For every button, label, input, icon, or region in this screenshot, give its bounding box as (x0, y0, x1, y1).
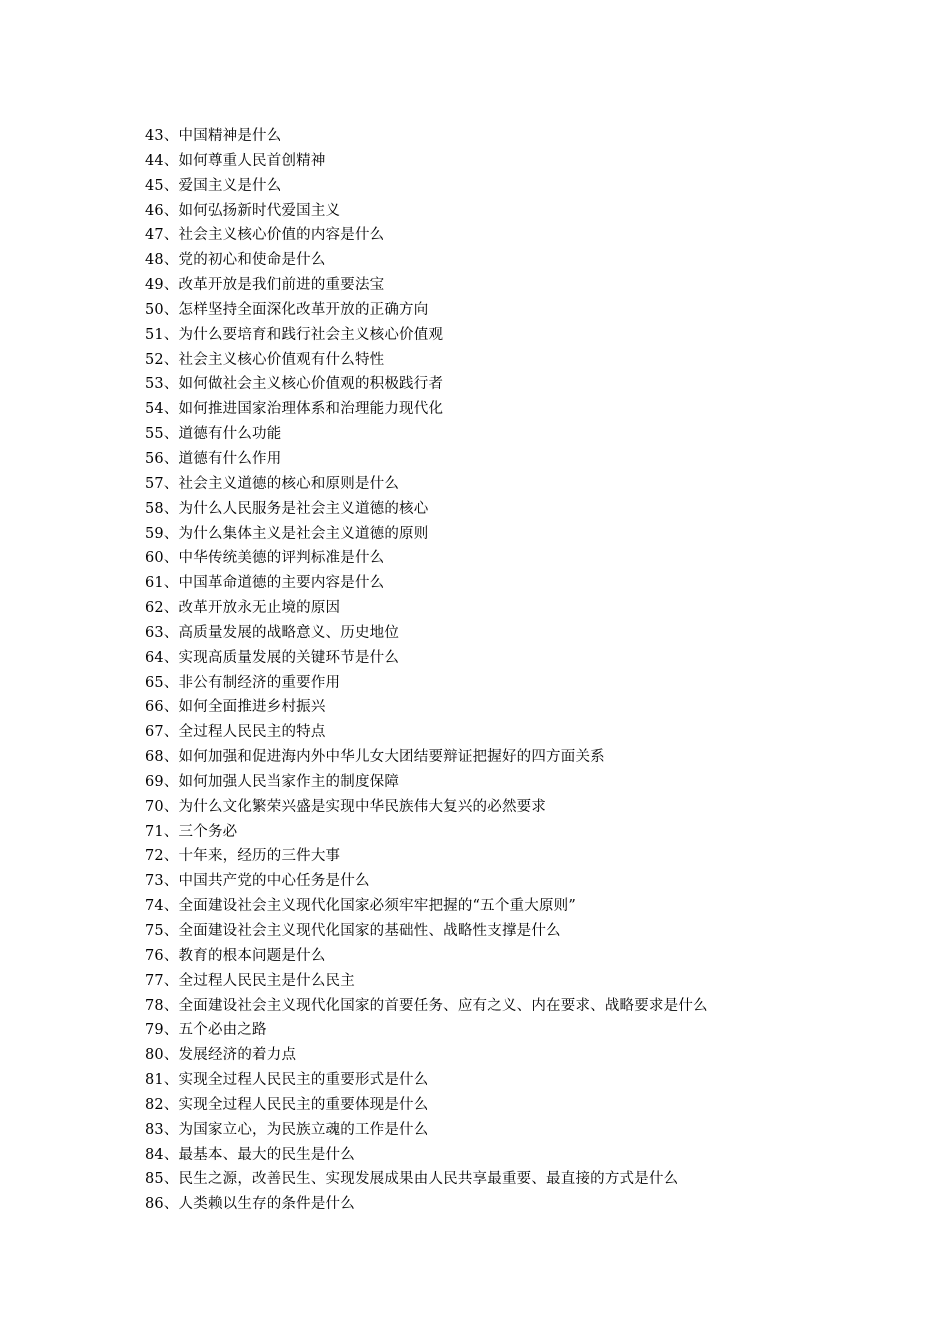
question-item: 43、中国精神是什么 (145, 128, 282, 144)
question-item: 69、如何加强人民当家作主的制度保障 (145, 773, 400, 790)
question-item: 85、民生之源，改善民生、实现发展成果由人民共享最重要、最直接的方式是什么 (145, 1171, 679, 1188)
question-item: 44、如何尊重人民首创精神 (145, 152, 326, 169)
question-item: 52、社会主义核心价值观有什么特性 (145, 351, 385, 368)
question-item: 49、改革开放是我们前进的重要法宝 (145, 277, 385, 294)
question-item: 80、发展经济的着力点 (145, 1047, 297, 1064)
question-item: 75、全面建设社会主义现代化国家的基础性、战略性支撑是什么 (145, 923, 561, 939)
question-item: 61、中国革命道德的主要内容是什么 (145, 575, 385, 592)
question-item: 55、道德有什么功能 (145, 426, 282, 443)
question-item: 81、实现全过程人民民主的重要形式是什么 (145, 1072, 429, 1089)
question-item: 66、如何全面推进乡村振兴 (145, 699, 326, 716)
question-item: 53、如何做社会主义核心价值观的积极践行者 (145, 376, 444, 393)
question-item: 73、中国共产党的中心任务是什么 (145, 873, 370, 890)
question-item: 63、高质量发展的战略意义、历史地位 (145, 624, 400, 641)
question-item: 76、教育的根本问题是什么 (145, 947, 326, 964)
question-item: 51、为什么要培育和践行社会主义核心价值观 (145, 326, 444, 343)
question-item: 45、爱国主义是什么 (145, 177, 282, 194)
question-item: 48、党的初心和使命是什么 (145, 252, 326, 269)
question-item: 47、社会主义核心价值的内容是什么 (145, 227, 385, 244)
question-item: 50、怎样坚持全面深化改革开放的正确方向 (145, 301, 429, 318)
question-item: 56、道德有什么作用 (145, 450, 282, 467)
question-item: 72、十年来，经历的三件大事 (145, 848, 341, 865)
question-item: 59、为什么集体主义是社会主义道德的原则 (145, 525, 429, 542)
question-item: 74、全面建设社会主义现代化国家必须牢牢把握的“五个重大原则” (145, 898, 576, 915)
question-item: 60、中华传统美德的评判标准是什么 (145, 550, 385, 567)
question-item: 70、为什么文化繁荣兴盛是实现中华民族伟大复兴的必然要求 (145, 798, 547, 815)
question-item: 54、如何推进国家治理体系和治理能力现代化 (145, 401, 444, 418)
question-item: 64、实现高质量发展的关键环节是什么 (145, 649, 400, 666)
question-item: 83、为国家立心，为民族立魂的工作是什么 (145, 1121, 429, 1138)
question-item: 62、改革开放永无止境的原因 (145, 600, 341, 617)
question-item: 79、五个必由之路 (145, 1022, 267, 1039)
question-item: 78、全面建设社会主义现代化国家的首要任务、应有之义、内在要求、战略要求是什么 (145, 997, 708, 1014)
question-item: 84、最基本、最大的民生是什么 (145, 1146, 355, 1163)
question-item: 46、如何弘扬新时代爱国主义 (145, 202, 341, 219)
question-item: 82、实现全过程人民民主的重要体现是什么 (145, 1096, 429, 1113)
question-item: 67、全过程人民民主的特点 (145, 724, 326, 741)
question-item: 71、三个务必 (145, 823, 238, 840)
question-item: 58、为什么人民服务是社会主义道德的核心 (145, 500, 429, 517)
question-item: 57、社会主义道德的核心和原则是什么 (145, 475, 400, 492)
question-list (145, 124, 905, 1217)
question-item: 77、全过程人民民主是什么民主 (145, 972, 355, 989)
question-item: 86、人类赖以生存的条件是什么 (145, 1196, 355, 1213)
question-item: 65、非公有制经济的重要作用 (145, 674, 341, 691)
question-item: 68、如何加强和促进海内外中华儿女大团结要辩证把握好的四方面关系 (145, 749, 605, 766)
